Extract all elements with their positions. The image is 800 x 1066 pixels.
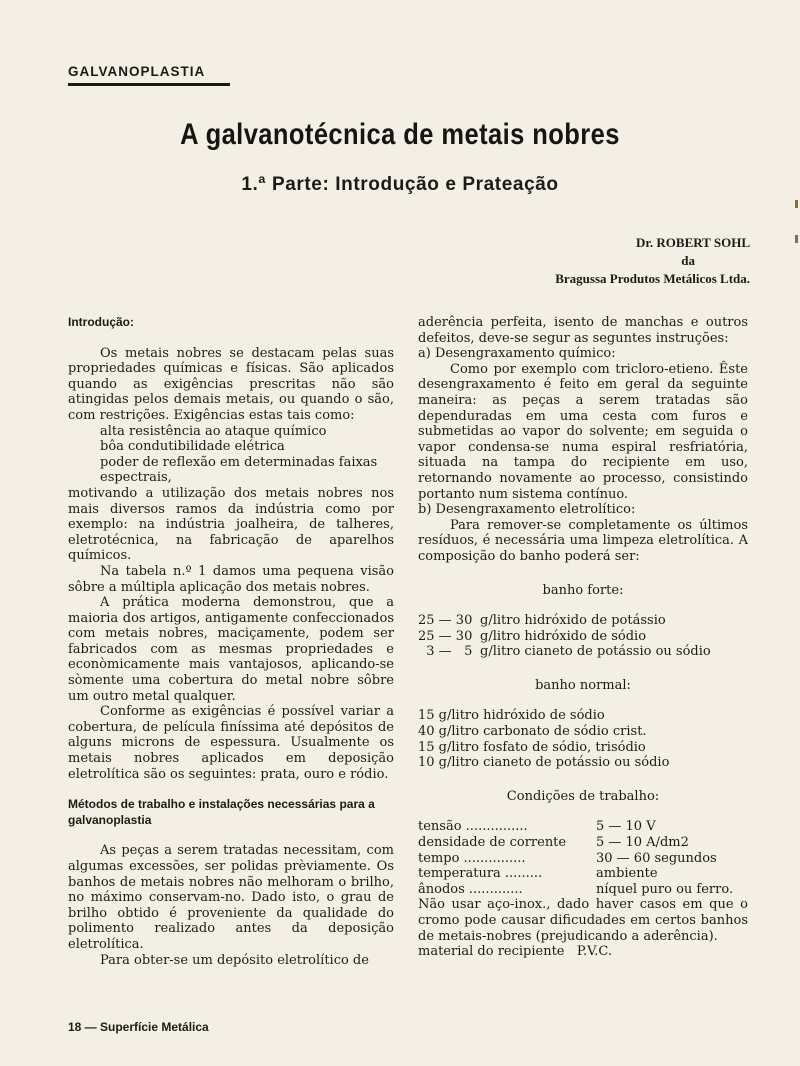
paragraph: Para obter-se um depósito eletrolítico de [100,952,369,968]
article-title: A galvanotécnica de metais nobres [180,118,620,151]
right-column [418,315,748,960]
step-b-label: b) Desengraxamento eletrolítico: [418,502,636,518]
condition-label: temperatura ......... [418,866,543,882]
bath-normal-row: 10 g/litro cianeto de potássio ou sódio [418,755,670,771]
list-item: bôa condutibilidade elétrica [100,439,285,455]
step-a-label: a) Desengraxamento químico: [418,346,616,362]
bath-normal-row: 15 g/litro fosfato de sódio, trisódio [418,739,646,755]
author-da: da [681,253,695,268]
condition-row [418,882,748,898]
left-column [68,315,394,968]
section-rule [68,83,230,86]
condition-row [418,819,748,835]
paragraph: aderência perfeita, isento de manchas e outros defeitos, deve-se segur as seguntes instruções: [418,315,748,346]
author-name: Dr. ROBERT SOHL [635,235,750,250]
condition-value: níquel puro ou ferro. [596,881,734,897]
edge-mark [795,235,798,243]
intro-heading: Introdução: [68,315,134,329]
condition-value: ambiente [596,866,658,882]
condition-row [418,835,748,851]
condition-row [418,866,748,882]
list-item: alta resistência ao ataque químico [100,423,327,439]
bath-row [418,613,748,629]
condition-value: 30 — 60 segundos [596,850,717,866]
paragraph: As peças a serem tratadas necessitam, com algumas excessões, ser polidas prèviamente. Os banhos de metais nobres não melhoram o brilho, no máximo conservam-no. Dado isto, o grau de brilho obtido é proveniente da qualidade do polimento realizado antes da deposição eletrolítica. [68,843,394,952]
bath-desc: g/litro hidróxido de potássio [480,613,666,629]
condition-value: 5 — 10 A/dm2 [596,835,689,851]
condition-label: densidade de corrente [418,835,567,851]
bath-desc: g/litro hidróxido de sódio [480,628,647,644]
paragraph: Para remover-se completamente os últimos resíduos, é necessária uma limpeza eletrolítica. A composição do banho poderá ser: [418,517,748,564]
methods-heading: Métodos de trabalho e instalações necessárias para a galvanoplastia [68,797,375,827]
paragraph: A prática moderna demonstrou, que a maioria dos artigos, antigamente confeccionados com metais nobres, maciçamente, podem ser fabricados com as mesmas propriedades e econòmicamente mais vantajosos, aplicando-se sòmente uma cobertura do metal nobre sôbre um outro metal qualquer. [68,595,394,704]
bath-qty: 25 — 30 [418,628,473,644]
author-block [450,234,750,288]
paragraph: Os metais nobres se destacam pelas suas propriedades químicas e físicas. São aplicados quando as exigências prescritas não são atingidas pelos demais metais, ou quando o são, com restrições. Exigências estas tais como: [68,345,394,423]
paragraph: Como por exemplo com tricloro-etieno. Êste desengraxamento é feito em geral da seguinte maneira: as peças a serem tratadas são dependuradas em uma cesta com furos e submetidas ao vapor do solvente; em seguida o vapor condensa-se numa espiral resfriatória, situada na tampa do recipiente em uso, retornando novamente ao processo, consistindo portanto num sistema contínuo. [418,361,748,502]
bath-normal-row: 40 g/litro carbonato de sódio crist. [418,724,647,740]
material-line: material do recipiente P.V.C. [418,944,613,960]
bath-qty: 25 — 30 [418,613,473,629]
list-item: poder de reflexão em determinadas faixas espectrais, [100,454,378,486]
paragraph: Não usar aço-inox., dado haver casos em que o cromo pode causar dificudades em certos banhos de metais-nobres (prejudicando a aderência). [418,897,748,944]
condition-row [418,851,748,867]
bath-normal-heading: banho normal: [535,677,631,693]
condition-value: 5 — 10 V [596,819,656,835]
bath-desc: g/litro cianeto de potássio ou sódio [480,644,711,660]
edge-mark [795,200,798,208]
condition-label: tensão ............... [418,819,528,835]
bath-normal-row: 15 g/litro hidróxido de sódio [418,708,605,724]
paragraph: Conforme as exigências é possível variar a cobertura, de película finíssima até depósitos de alguns microns de espessura. Usualmente os metais nobres aplicados em deposição eletrolítica são os seguintes: prata, ouro e ródio. [68,704,394,782]
bath-row [418,644,748,660]
conditions-heading: Condições de trabalho: [506,788,660,804]
bath-qty: 3 — 5 [418,644,473,660]
author-company: Bragussa Produtos Metálicos Ltda. [555,271,750,286]
page-footer: 18 — Superfície Metálica [68,1020,209,1034]
condition-label: tempo ............... [418,850,526,866]
paragraph: Na tabela n.º 1 damos uma pequena visão sôbre a múltipla aplicação dos metais nobres. [68,563,394,595]
paragraph: motivando a utilização dos metais nobres nos mais diversos ramos da indústria como por exemplo: na indústria joalheira, de talheres, eletrotécnica, na fabricação de aparelhos químicos. [68,485,394,564]
condition-label: ânodos ............. [418,881,523,897]
section-tag: GALVANOPLASTIA [68,64,206,79]
article-subtitle: 1.ª Parte: Introdução e Prateação [241,174,559,195]
bath-strong-heading: banho forte: [542,582,624,598]
bath-row [418,629,748,645]
